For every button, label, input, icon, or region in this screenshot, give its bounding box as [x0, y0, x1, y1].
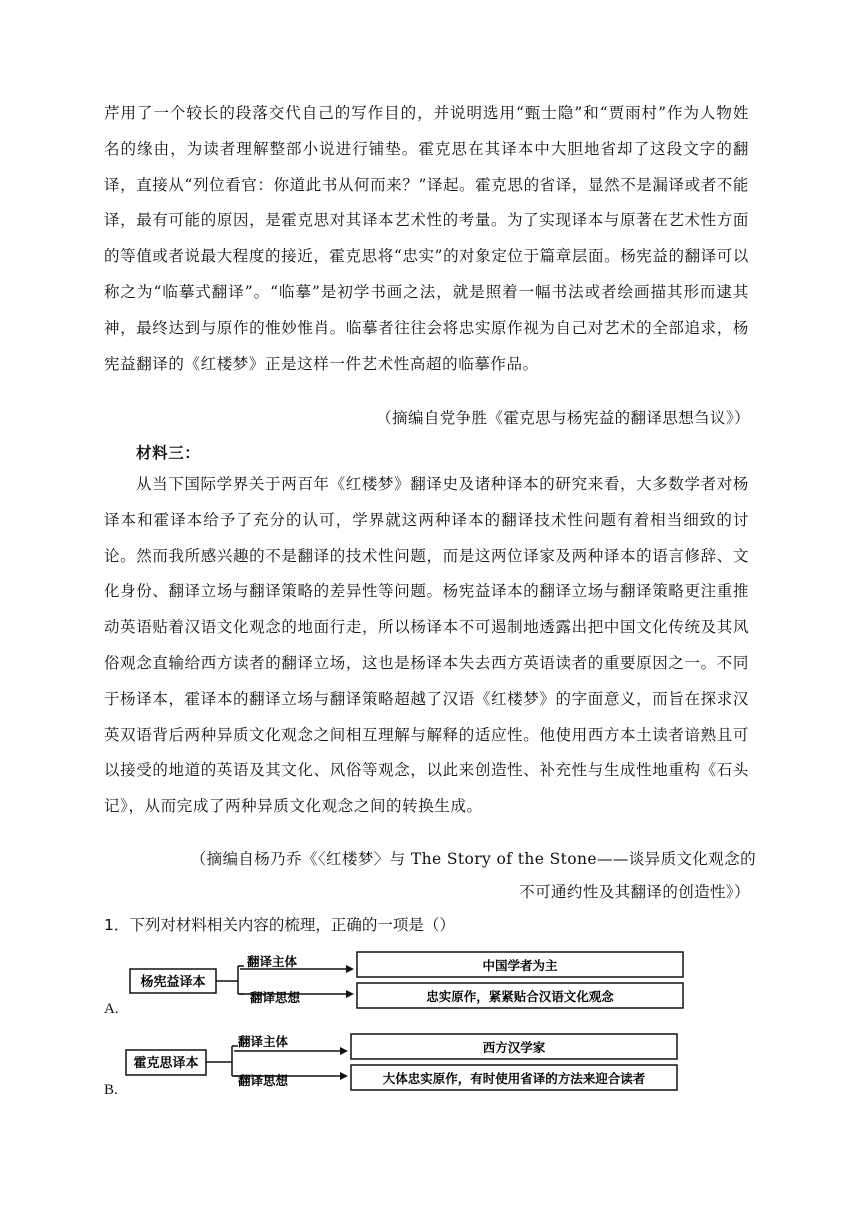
- source-citation-3-line2: 不可通约性及其翻译的创造性》）: [519, 883, 750, 901]
- option-a-branch1: 翻译主体: [247, 954, 298, 969]
- material3-paragraph: 从当下国际学界关于两百年《红楼梦》翻译史及诸种译本的研究来看，大多数学者对杨译本和霍译本给予了充分的认可，学界就这两种译本的翻译技术性问题有着相当细致的讨论。然而我所感兴趣的不是翻译的技术性问题，而是这两位译家及两种译本的语言修辞、文化身份、翻译立场与翻译策略的差异性等问题。杨宪益译本的翻译立场与翻译策略更注重推动英语贴着汉语文化观念的地面行走，所以杨译本不可遏制地透露出把中国文化传统及其风俗观念直输给西方读者的翻译立场，这也是杨译本失去西方英语读者的重要原因之一。不同于杨译本，霍译本的翻译立场与翻译策略超越了汉语《红楼梦》的字面意义，而旨在探求汉英双语背后两种异质文化观念之间相互理解与解释的适应性。他使用西方本土读者谙熟且可以接受的地道的英语及其文化、风俗等观念，以此来创造性、补充性与生成性地重构《石头记》，从而完成了两种异质文化观念之间的转换生成。: [104, 475, 749, 816]
- option-b-branch1: 翻译主体: [238, 1034, 289, 1049]
- option-a-value1: 中国学者为主: [482, 958, 558, 973]
- material2-paragraph: 芹用了一个较长的段落交代自己的写作目的，并说明选用“甄士隐”和“贾雨村”作为人物姓名的缘由，为读者理解整部小说进行铺垫。霍克思在其译本中大胆地省却了这段文字的翻译，直接从“列位看官：你道此书从何而来？”译起。霍克思的省译，显然不是漏译或者不能译，最有可能的原因，是霍克思对其译本艺术性的考量。为了实现译本与原著在艺术性方面的等值或者说最大程度的接近，霍克思将“忠实”的对象定位于篇章层面。杨宪益的翻译可以称之为“临摹式翻译”。“临摹”是初学书画之法，就是照着一幅书法或者绘画描其形而逮其神，最终达到与原作的惟妙惟肖。临摹者往往会将忠实原作视为自己对艺术的全部追求，杨宪益翻译的《红楼梦》正是这样一件艺术性高超的临摹作品。: [104, 104, 749, 373]
- option-b-value1: 西方汉学家: [482, 1040, 546, 1055]
- option-b-root: 霍克思译本: [133, 1056, 199, 1071]
- option-b-value2: 大体忠实原作，有时使用省译的方法来迎合读者: [382, 1071, 646, 1086]
- source-citation-3-line1: （摘编自杨乃乔《〈红楼梦〉与 The Story of the Stone——谈异质文化观念的: [190, 850, 756, 868]
- option-a-value2: 忠实原作，紧紧贴合汉语文化观念: [426, 989, 614, 1004]
- option-a-branch2: 翻译思想: [250, 990, 301, 1005]
- material3-heading: 材料三：: [136, 443, 201, 462]
- option-a-label: A.: [104, 1001, 119, 1017]
- option-a-root: 杨宪益译本: [140, 975, 206, 990]
- option-a-diagram: [120, 950, 690, 1012]
- option-b-diagram: [120, 1032, 690, 1094]
- source-citation-2: （摘编自党争胜《霍克思与杨宪益的翻译思想刍议》）: [376, 409, 750, 427]
- question-stem: 1．下列对材料相关内容的梳理，正确的一项是（）: [104, 916, 455, 934]
- option-b-branch2: 翻译思想: [238, 1073, 289, 1088]
- option-b-label: B.: [104, 1082, 118, 1098]
